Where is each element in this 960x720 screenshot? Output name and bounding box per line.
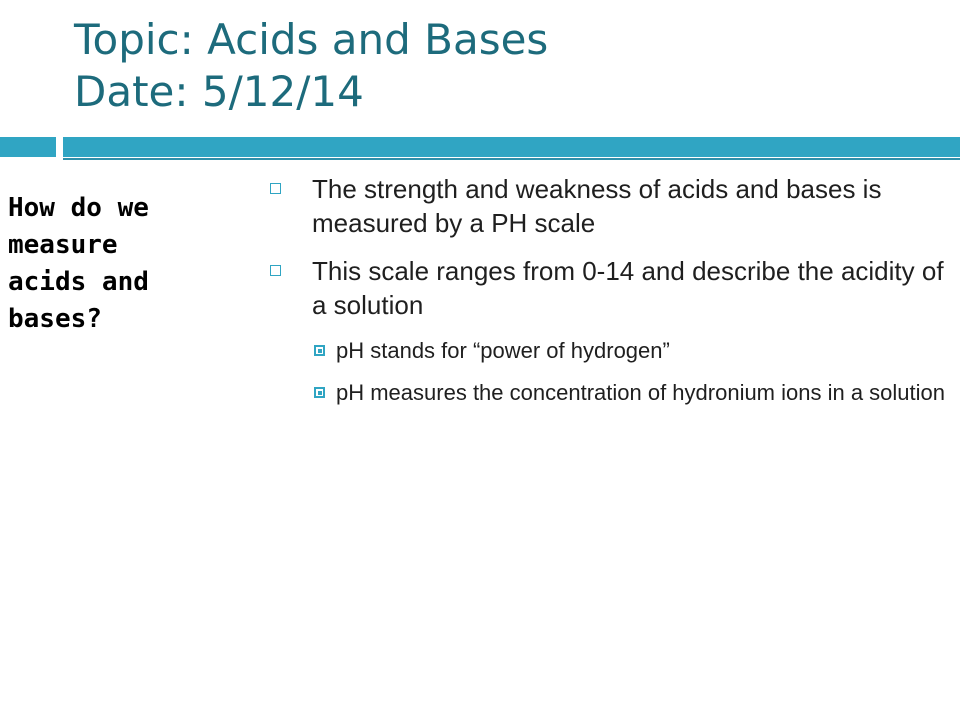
bullet-text: This scale ranges from 0-14 and describe the acidity of a solution xyxy=(312,256,944,320)
sub-bullet-list xyxy=(312,336,946,408)
title-topic: Topic: Acids and Bases xyxy=(74,15,549,64)
slide-title xyxy=(74,14,934,118)
side-question xyxy=(8,190,243,338)
title-divider-main xyxy=(63,137,960,157)
bullet-text: The strength and weakness of acids and bases is measured by a PH scale xyxy=(312,174,882,238)
side-question-line: measure xyxy=(8,230,118,260)
side-question-line: acids and xyxy=(8,267,149,297)
sub-bullet-item xyxy=(312,336,946,366)
title-date: Date: 5/12/14 xyxy=(74,67,364,116)
sub-bullet-text: pH stands for “power of hydrogen” xyxy=(336,338,670,363)
side-question-line: How do we xyxy=(8,193,149,223)
sub-bullet-item xyxy=(312,378,946,408)
sub-bullet-text: pH measures the concentration of hydronium ions in a solution xyxy=(336,380,946,405)
side-question-line: bases? xyxy=(8,304,102,334)
bullet-item xyxy=(266,254,946,408)
filled-square-bullet-icon xyxy=(314,387,325,398)
filled-square-bullet-icon xyxy=(314,345,325,356)
hollow-square-bullet-icon xyxy=(270,183,281,194)
title-divider-left xyxy=(0,137,56,157)
bullet-list xyxy=(266,172,946,422)
bullet-item xyxy=(266,172,946,240)
hollow-square-bullet-icon xyxy=(270,265,281,276)
